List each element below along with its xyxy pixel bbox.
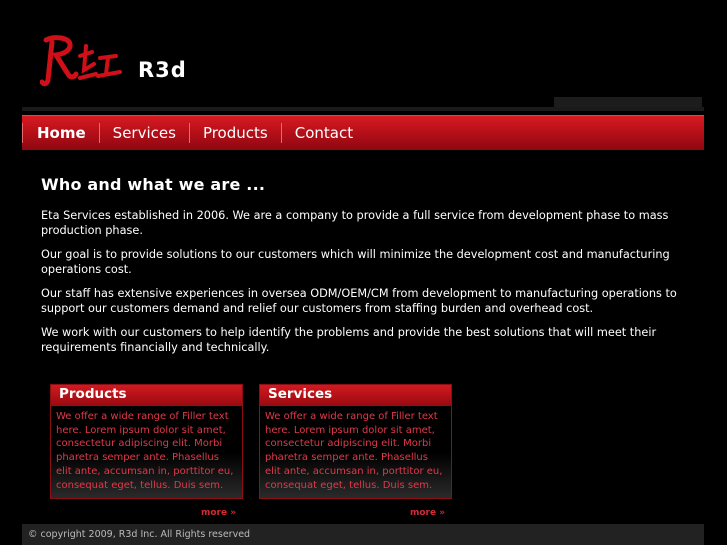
services-box	[259, 384, 452, 499]
main-content	[41, 175, 691, 365]
copyright-text: © copyright 2009, R3d Inc. All Rights reserved	[28, 529, 251, 540]
services-box-text: We offer a wide range of Filler text here. Lorem ipsum dolor sit amet, consectetur adipiscing elit. Morbi pharetra semper ante. Phasellus elit ante, accumsan in, porttitor eu, consequat eget, tellus. Duis sem.	[265, 411, 443, 491]
goal-paragraph: Our goal is to provide solutions to our customers which will minimize the development cost and manufacturing operations cost.	[41, 248, 670, 276]
products-more-link[interactable]: more »	[201, 508, 237, 518]
nav-products[interactable]: Products	[189, 123, 281, 143]
products-box	[50, 384, 243, 499]
footer	[22, 524, 704, 545]
services-box-title: Services	[260, 385, 451, 406]
intro-paragraph: Eta Services established in 2006. We are a company to provide a full service from development phase to mass production phase.	[41, 209, 669, 237]
nav-services[interactable]: Services	[99, 123, 189, 143]
staff-paragraph: Our staff has extensive experiences in oversea ODM/OEM/CM from development to manufacturing operations to support our customers demand and relief our customers from staffing burden and overhead cost.	[41, 287, 677, 315]
page-title: Who and what we are ...	[41, 175, 266, 194]
customers-paragraph: We work with our customers to help identify the problems and provide the best solutions that will meet their requirements financially and technically.	[41, 326, 657, 354]
services-more-link[interactable]: more »	[410, 508, 446, 518]
main-nav	[22, 115, 704, 150]
header-divider	[22, 107, 704, 111]
brand-name: R3d	[138, 58, 187, 82]
products-box-text: We offer a wide range of Filler text here. Lorem ipsum dolor sit amet, consectetur adipiscing elit. Morbi pharetra semper ante. Phasellus elit ante, accumsan in, porttitor eu, consequat eget, tellus. Duis sem.	[56, 411, 234, 491]
products-box-title: Products	[51, 385, 242, 406]
nav-contact[interactable]: Contact	[281, 123, 366, 143]
nav-home[interactable]: Home	[22, 123, 99, 143]
site-logo[interactable]	[40, 34, 200, 94]
r3d-logo-mark	[40, 34, 135, 92]
